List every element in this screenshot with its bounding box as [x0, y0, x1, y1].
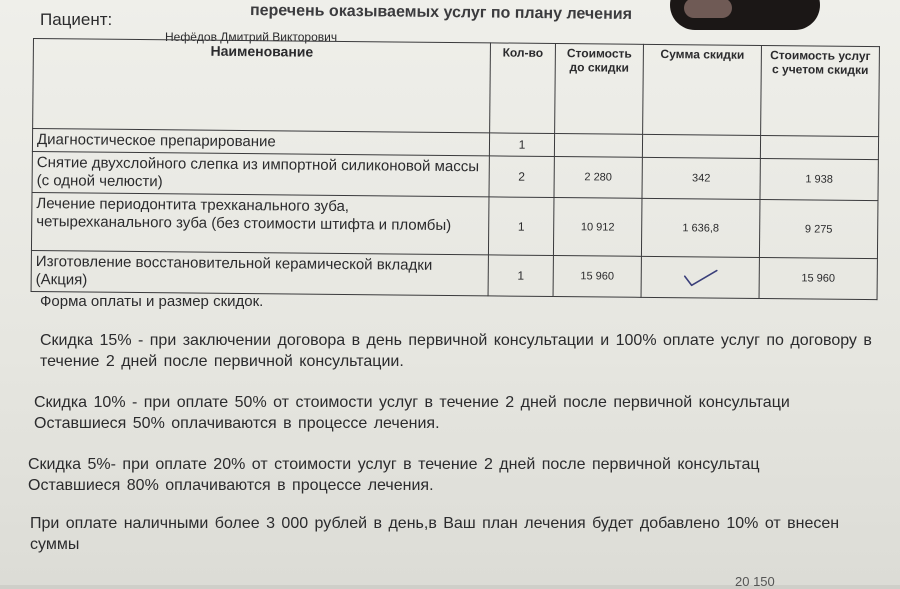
row-2-cost-before: 2 280 — [554, 157, 642, 199]
header-qty: Кол-во — [490, 43, 556, 134]
table-row — [31, 192, 878, 258]
dark-object-corner — [670, 0, 820, 30]
row-3-qty: 1 — [488, 197, 554, 256]
row-1-cost-before — [554, 134, 642, 158]
handwritten-check-icon — [680, 266, 720, 288]
table-header-row — [33, 39, 880, 137]
services-table — [31, 38, 880, 300]
paragraph-line: Скидка 15% - при заключении договора в день первичной консультации и 100% оплате услуг по договору в — [40, 332, 872, 349]
dark-object-detail — [684, 0, 732, 18]
paragraph-line: Оставшиеся 50% оплачиваются в процессе лечения. — [34, 415, 440, 432]
row-3-cost-after: 9 275 — [759, 199, 878, 258]
row-3-discount: 1 636,8 — [641, 198, 760, 257]
row-3-name: Лечение периодонтита трехканального зуба, четырехканального зуба (без стоимости штифта и пломбы) — [31, 192, 489, 254]
header-discount: Сумма скидки — [643, 44, 762, 135]
patient-name: Нефёдов Дмитрий Викторович — [165, 30, 338, 44]
paragraph-line: При оплате наличными более 3 000 рублей в день,в Ваш план лечения будет добавлено 10% от внесен — [30, 515, 840, 532]
row-2-discount: 342 — [642, 157, 760, 199]
header-name: Наименование — [33, 39, 491, 133]
row-2-qty: 2 — [489, 156, 554, 198]
row-4-discount — [641, 256, 759, 298]
header-cost-after: Стоимость услуг с учетом скидки — [761, 45, 880, 136]
paragraph-line: суммы — [30, 536, 80, 553]
patient-label: Пациент: — [40, 10, 113, 29]
row-2-name: Снятие двухслойного слепка из импортной силиконовой массы (с одной челюсти) — [32, 151, 489, 196]
row-2-cost-after: 1 938 — [760, 158, 878, 200]
row-1-qty: 1 — [489, 133, 554, 157]
paragraph-line: Скидка 5%- при оплате 20% от стоимости услуг в течение 2 дней после первичной консультац — [28, 456, 760, 473]
row-3-cost-before: 10 912 — [553, 198, 642, 257]
paragraph-line: Скидка 10% - при оплате 50% от стоимости услуг в течение 2 дней после первичной консультаци — [34, 394, 790, 411]
row-4-qty: 1 — [488, 255, 553, 297]
paragraph-line: течение 2 дней после первичной консультации. — [40, 353, 404, 370]
row-1-name: Диагностическое препарирование — [32, 129, 489, 156]
row-4-name: Изготовление восстановительной керамической вкладки (Акция) — [31, 250, 488, 295]
discount-paragraph-10 — [34, 392, 790, 434]
payment-title: Форма оплаты и размер скидок. — [40, 293, 264, 310]
discount-paragraph-5 — [28, 454, 760, 496]
cash-payment-paragraph — [30, 513, 839, 555]
page-number: 20 150 — [735, 574, 775, 589]
row-1-discount — [642, 134, 760, 158]
row-1-cost-after — [760, 135, 878, 159]
services-table-wrap — [31, 38, 885, 300]
document-title: перечень оказываемых услуг по плану лечения — [249, 2, 633, 23]
discount-paragraph-15 — [40, 330, 872, 372]
row-4-cost-before: 15 960 — [553, 256, 641, 298]
paragraph-line: Оставшиеся 80% оплачиваются в процессе лечения. — [28, 477, 434, 494]
row-4-cost-after: 15 960 — [759, 257, 877, 299]
header-cost-before: Стоимость до скидки — [555, 44, 644, 135]
